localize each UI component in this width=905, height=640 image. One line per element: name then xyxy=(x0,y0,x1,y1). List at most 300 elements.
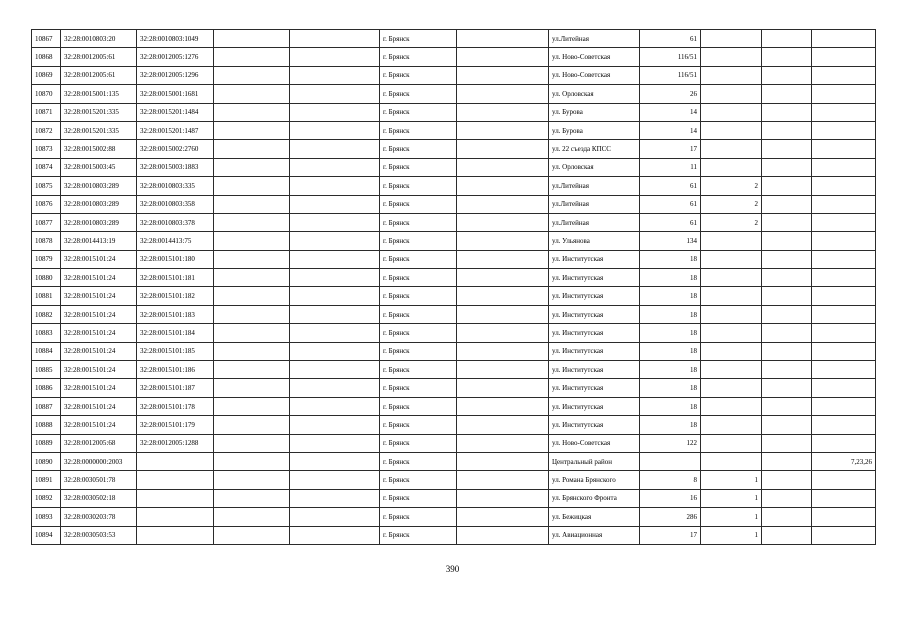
house-number-cell: 116/51 xyxy=(640,48,701,66)
extra-info-cell xyxy=(812,140,876,158)
city-cell: г. Брянск xyxy=(380,489,457,507)
empty-cell xyxy=(290,489,380,507)
record-number-cell: 10867 xyxy=(32,30,61,48)
cadastral-quarter-cell: 32:28:0012005:68 xyxy=(61,434,137,452)
empty-cell xyxy=(214,177,290,195)
street-cell: ул. Орловская xyxy=(549,85,640,103)
empty-cell xyxy=(762,324,812,342)
empty-cell xyxy=(214,30,290,48)
city-cell: г. Брянск xyxy=(380,30,457,48)
empty-cell xyxy=(214,324,290,342)
house-number-cell: 14 xyxy=(640,103,701,121)
city-cell: г. Брянск xyxy=(380,416,457,434)
empty-cell xyxy=(457,526,549,544)
record-number-cell: 10888 xyxy=(32,416,61,434)
empty-cell xyxy=(214,489,290,507)
extra-info-cell xyxy=(812,471,876,489)
table-row xyxy=(32,342,876,360)
empty-cell xyxy=(762,66,812,84)
house-number-cell: 61 xyxy=(640,195,701,213)
empty-cell xyxy=(214,66,290,84)
empty-cell xyxy=(290,269,380,287)
cadastral-quarter-cell: 32:28:0010803:20 xyxy=(61,30,137,48)
empty-cell xyxy=(457,30,549,48)
extra-info-cell xyxy=(812,103,876,121)
table-row xyxy=(32,269,876,287)
street-cell: ул.Литейная xyxy=(549,195,640,213)
street-cell: ул.Литейная xyxy=(549,30,640,48)
extra-info-cell xyxy=(812,85,876,103)
cadastral-quarter-cell: 32:28:0015201:335 xyxy=(61,103,137,121)
empty-cell xyxy=(457,269,549,287)
record-number-cell: 10872 xyxy=(32,121,61,139)
object-cadastral-number-cell: 32:28:0010803:1049 xyxy=(137,30,214,48)
house-number-cell: 18 xyxy=(640,269,701,287)
record-number-cell: 10869 xyxy=(32,66,61,84)
quantity-cell xyxy=(701,324,762,342)
city-cell: г. Брянск xyxy=(380,121,457,139)
table-row xyxy=(32,379,876,397)
house-number-cell: 18 xyxy=(640,250,701,268)
house-number-cell: 18 xyxy=(640,397,701,415)
record-number-cell: 10875 xyxy=(32,177,61,195)
cadastral-quarter-cell: 32:28:0012005:61 xyxy=(61,66,137,84)
extra-info-cell xyxy=(812,434,876,452)
cadastral-quarter-cell: 32:28:0015101:24 xyxy=(61,305,137,323)
empty-cell xyxy=(762,103,812,121)
empty-cell xyxy=(762,379,812,397)
extra-info-cell xyxy=(812,195,876,213)
record-number-cell: 10886 xyxy=(32,379,61,397)
cadastral-quarter-cell: 32:28:0015101:24 xyxy=(61,361,137,379)
city-cell: г. Брянск xyxy=(380,508,457,526)
empty-cell xyxy=(290,250,380,268)
street-cell: ул. Брянского Фронта xyxy=(549,489,640,507)
quantity-cell xyxy=(701,158,762,176)
empty-cell xyxy=(457,195,549,213)
extra-info-cell xyxy=(812,489,876,507)
quantity-cell: 1 xyxy=(701,489,762,507)
empty-cell xyxy=(290,213,380,231)
empty-cell xyxy=(762,434,812,452)
empty-cell xyxy=(457,85,549,103)
object-cadastral-number-cell: 32:28:0015101:186 xyxy=(137,361,214,379)
cadastral-quarter-cell: 32:28:0015101:24 xyxy=(61,416,137,434)
house-number-cell: 26 xyxy=(640,85,701,103)
house-number-cell: 134 xyxy=(640,232,701,250)
extra-info-cell xyxy=(812,66,876,84)
house-number-cell: 17 xyxy=(640,140,701,158)
empty-cell xyxy=(457,250,549,268)
quantity-cell xyxy=(701,66,762,84)
quantity-cell xyxy=(701,140,762,158)
empty-cell xyxy=(290,103,380,121)
cadastral-quarter-cell: 32:28:0015101:24 xyxy=(61,342,137,360)
city-cell: г. Брянск xyxy=(380,48,457,66)
record-number-cell: 10874 xyxy=(32,158,61,176)
empty-cell xyxy=(290,30,380,48)
table-row xyxy=(32,177,876,195)
table-row xyxy=(32,452,876,470)
object-cadastral-number-cell xyxy=(137,508,214,526)
cadastral-quarter-cell: 32:28:0015101:24 xyxy=(61,287,137,305)
empty-cell xyxy=(214,269,290,287)
record-number-cell: 10887 xyxy=(32,397,61,415)
city-cell: г. Брянск xyxy=(380,103,457,121)
object-cadastral-number-cell xyxy=(137,471,214,489)
house-number-cell: 18 xyxy=(640,305,701,323)
record-number-cell: 10891 xyxy=(32,471,61,489)
empty-cell xyxy=(457,489,549,507)
cadastral-quarter-cell: 32:28:0015001:135 xyxy=(61,85,137,103)
object-cadastral-number-cell xyxy=(137,489,214,507)
quantity-cell xyxy=(701,103,762,121)
object-cadastral-number-cell: 32:28:0015001:1681 xyxy=(137,85,214,103)
street-cell: ул. Романа Брянского xyxy=(549,471,640,489)
city-cell: г. Брянск xyxy=(380,213,457,231)
house-number-cell: 16 xyxy=(640,489,701,507)
record-number-cell: 10884 xyxy=(32,342,61,360)
quantity-cell xyxy=(701,379,762,397)
cadastral-quarter-cell: 32:28:0010803:289 xyxy=(61,177,137,195)
extra-info-cell xyxy=(812,269,876,287)
record-number-cell: 10879 xyxy=(32,250,61,268)
empty-cell xyxy=(762,140,812,158)
empty-cell xyxy=(290,471,380,489)
empty-cell xyxy=(214,213,290,231)
empty-cell xyxy=(214,103,290,121)
quantity-cell: 2 xyxy=(701,177,762,195)
quantity-cell xyxy=(701,269,762,287)
city-cell: г. Брянск xyxy=(380,66,457,84)
empty-cell xyxy=(457,434,549,452)
empty-cell xyxy=(762,489,812,507)
page-number: 390 xyxy=(445,564,460,574)
street-cell: ул. Ульянова xyxy=(549,232,640,250)
empty-cell xyxy=(457,103,549,121)
street-cell: ул. Авиационная xyxy=(549,526,640,544)
street-cell: ул. Институтская xyxy=(549,305,640,323)
house-number-cell: 11 xyxy=(640,158,701,176)
extra-info-cell xyxy=(812,397,876,415)
empty-cell xyxy=(290,66,380,84)
table-row xyxy=(32,213,876,231)
house-number-cell: 18 xyxy=(640,324,701,342)
extra-info-cell xyxy=(812,379,876,397)
house-number-cell: 18 xyxy=(640,416,701,434)
empty-cell xyxy=(290,416,380,434)
record-number-cell: 10871 xyxy=(32,103,61,121)
empty-cell xyxy=(457,397,549,415)
object-cadastral-number-cell: 32:28:0015003:1883 xyxy=(137,158,214,176)
house-number-cell xyxy=(640,452,701,470)
city-cell: г. Брянск xyxy=(380,452,457,470)
extra-info-cell xyxy=(812,305,876,323)
object-cadastral-number-cell: 32:28:0015101:185 xyxy=(137,342,214,360)
city-cell: г. Брянск xyxy=(380,397,457,415)
house-number-cell: 286 xyxy=(640,508,701,526)
empty-cell xyxy=(762,361,812,379)
extra-info-cell xyxy=(812,287,876,305)
empty-cell xyxy=(214,379,290,397)
table-row xyxy=(32,434,876,452)
empty-cell xyxy=(762,30,812,48)
empty-cell xyxy=(290,379,380,397)
empty-cell xyxy=(290,85,380,103)
empty-cell xyxy=(290,452,380,470)
cadastral-quarter-cell: 32:28:0000000:2003 xyxy=(61,452,137,470)
object-cadastral-number-cell xyxy=(137,526,214,544)
object-cadastral-number-cell: 32:28:0015101:181 xyxy=(137,269,214,287)
street-cell: ул. Ново-Советская xyxy=(549,434,640,452)
empty-cell xyxy=(214,397,290,415)
object-cadastral-number-cell: 32:28:0012005:1288 xyxy=(137,434,214,452)
quantity-cell xyxy=(701,416,762,434)
table-row xyxy=(32,48,876,66)
registry-table xyxy=(31,29,876,545)
house-number-cell: 18 xyxy=(640,361,701,379)
extra-info-cell xyxy=(812,48,876,66)
empty-cell xyxy=(457,305,549,323)
house-number-cell: 122 xyxy=(640,434,701,452)
empty-cell xyxy=(214,232,290,250)
empty-cell xyxy=(762,232,812,250)
extra-info-cell xyxy=(812,361,876,379)
table-row xyxy=(32,66,876,84)
street-cell: ул.Литейная xyxy=(549,177,640,195)
quantity-cell xyxy=(701,305,762,323)
empty-cell xyxy=(290,526,380,544)
empty-cell xyxy=(762,121,812,139)
empty-cell xyxy=(762,195,812,213)
street-cell: ул. Институтская xyxy=(549,250,640,268)
empty-cell xyxy=(457,324,549,342)
empty-cell xyxy=(214,508,290,526)
extra-info-cell xyxy=(812,508,876,526)
table-row xyxy=(32,140,876,158)
house-number-cell: 18 xyxy=(640,379,701,397)
house-number-cell: 18 xyxy=(640,287,701,305)
extra-info-cell xyxy=(812,250,876,268)
table-row xyxy=(32,121,876,139)
object-cadastral-number-cell xyxy=(137,452,214,470)
table-row xyxy=(32,103,876,121)
city-cell: г. Брянск xyxy=(380,232,457,250)
empty-cell xyxy=(457,361,549,379)
extra-info-cell xyxy=(812,324,876,342)
empty-cell xyxy=(457,121,549,139)
extra-info-cell xyxy=(812,158,876,176)
record-number-cell: 10893 xyxy=(32,508,61,526)
object-cadastral-number-cell: 32:28:0015201:1484 xyxy=(137,103,214,121)
street-cell: ул. Институтская xyxy=(549,287,640,305)
cadastral-quarter-cell: 32:28:0015003:45 xyxy=(61,158,137,176)
extra-info-cell xyxy=(812,526,876,544)
empty-cell xyxy=(457,213,549,231)
empty-cell xyxy=(214,121,290,139)
object-cadastral-number-cell: 32:28:0010803:378 xyxy=(137,213,214,231)
empty-cell xyxy=(214,434,290,452)
city-cell: г. Брянск xyxy=(380,342,457,360)
street-cell: ул. Институтская xyxy=(549,397,640,415)
empty-cell xyxy=(762,287,812,305)
city-cell: г. Брянск xyxy=(380,177,457,195)
cadastral-quarter-cell: 32:28:0015101:24 xyxy=(61,269,137,287)
quantity-cell: 1 xyxy=(701,508,762,526)
object-cadastral-number-cell: 32:28:0015101:187 xyxy=(137,379,214,397)
quantity-cell xyxy=(701,342,762,360)
empty-cell xyxy=(762,158,812,176)
table-row xyxy=(32,471,876,489)
empty-cell xyxy=(457,158,549,176)
empty-cell xyxy=(762,397,812,415)
empty-cell xyxy=(290,342,380,360)
empty-cell xyxy=(457,508,549,526)
cadastral-quarter-cell: 32:28:0015002:88 xyxy=(61,140,137,158)
empty-cell xyxy=(457,287,549,305)
cadastral-quarter-cell: 32:28:0015101:24 xyxy=(61,379,137,397)
record-number-cell: 10870 xyxy=(32,85,61,103)
house-number-cell: 116/51 xyxy=(640,66,701,84)
quantity-cell xyxy=(701,250,762,268)
empty-cell xyxy=(457,416,549,434)
quantity-cell xyxy=(701,361,762,379)
record-number-cell: 10881 xyxy=(32,287,61,305)
empty-cell xyxy=(290,48,380,66)
city-cell: г. Брянск xyxy=(380,471,457,489)
record-number-cell: 10877 xyxy=(32,213,61,231)
empty-cell xyxy=(214,250,290,268)
empty-cell xyxy=(290,232,380,250)
cadastral-quarter-cell: 32:28:0030502:18 xyxy=(61,489,137,507)
house-number-cell: 61 xyxy=(640,30,701,48)
table-row xyxy=(32,85,876,103)
street-cell: ул. Институтская xyxy=(549,361,640,379)
record-number-cell: 10892 xyxy=(32,489,61,507)
street-cell: ул. Орловская xyxy=(549,158,640,176)
table-row xyxy=(32,232,876,250)
empty-cell xyxy=(214,85,290,103)
empty-cell xyxy=(457,379,549,397)
empty-cell xyxy=(457,452,549,470)
quantity-cell: 1 xyxy=(701,471,762,489)
empty-cell xyxy=(762,250,812,268)
street-cell: ул. Институтская xyxy=(549,269,640,287)
record-number-cell: 10883 xyxy=(32,324,61,342)
object-cadastral-number-cell: 32:28:0010803:358 xyxy=(137,195,214,213)
empty-cell xyxy=(290,177,380,195)
cadastral-quarter-cell: 32:28:0010803:289 xyxy=(61,195,137,213)
record-number-cell: 10873 xyxy=(32,140,61,158)
registry-table-body xyxy=(32,30,876,545)
empty-cell xyxy=(457,177,549,195)
street-cell: ул. Институтская xyxy=(549,416,640,434)
quantity-cell: 2 xyxy=(701,195,762,213)
object-cadastral-number-cell: 32:28:0015101:178 xyxy=(137,397,214,415)
cadastral-quarter-cell: 32:28:0015101:24 xyxy=(61,324,137,342)
house-number-cell: 61 xyxy=(640,213,701,231)
table-row xyxy=(32,361,876,379)
extra-info-cell xyxy=(812,416,876,434)
object-cadastral-number-cell: 32:28:0012005:1296 xyxy=(137,66,214,84)
street-cell: ул. 22 съезда КПСС xyxy=(549,140,640,158)
extra-info-cell xyxy=(812,213,876,231)
empty-cell xyxy=(290,397,380,415)
extra-info-cell xyxy=(812,121,876,139)
record-number-cell: 10889 xyxy=(32,434,61,452)
empty-cell xyxy=(457,232,549,250)
quantity-cell xyxy=(701,30,762,48)
city-cell: г. Брянск xyxy=(380,324,457,342)
empty-cell xyxy=(214,452,290,470)
quantity-cell xyxy=(701,397,762,415)
city-cell: г. Брянск xyxy=(380,140,457,158)
cadastral-quarter-cell: 32:28:0014413:19 xyxy=(61,232,137,250)
object-cadastral-number-cell: 32:28:0014413:75 xyxy=(137,232,214,250)
house-number-cell: 61 xyxy=(640,177,701,195)
object-cadastral-number-cell: 32:28:0015101:179 xyxy=(137,416,214,434)
record-number-cell: 10890 xyxy=(32,452,61,470)
city-cell: г. Брянск xyxy=(380,158,457,176)
record-number-cell: 10880 xyxy=(32,269,61,287)
house-number-cell: 14 xyxy=(640,121,701,139)
quantity-cell: 1 xyxy=(701,526,762,544)
quantity-cell xyxy=(701,48,762,66)
record-number-cell: 10876 xyxy=(32,195,61,213)
empty-cell xyxy=(290,361,380,379)
city-cell: г. Брянск xyxy=(380,250,457,268)
empty-cell xyxy=(290,305,380,323)
quantity-cell xyxy=(701,434,762,452)
empty-cell xyxy=(762,48,812,66)
table-row xyxy=(32,287,876,305)
street-cell: ул.Литейная xyxy=(549,213,640,231)
cadastral-quarter-cell: 32:28:0010803:289 xyxy=(61,213,137,231)
empty-cell xyxy=(457,48,549,66)
quantity-cell: 2 xyxy=(701,213,762,231)
cadastral-quarter-cell: 32:28:0012005:61 xyxy=(61,48,137,66)
table-row xyxy=(32,30,876,48)
quantity-cell xyxy=(701,121,762,139)
city-cell: г. Брянск xyxy=(380,361,457,379)
street-cell: ул. Институтская xyxy=(549,342,640,360)
street-cell: ул. Институтская xyxy=(549,379,640,397)
empty-cell xyxy=(214,195,290,213)
empty-cell xyxy=(214,416,290,434)
empty-cell xyxy=(214,48,290,66)
house-number-cell: 18 xyxy=(640,342,701,360)
house-number-cell: 17 xyxy=(640,526,701,544)
empty-cell xyxy=(762,177,812,195)
empty-cell xyxy=(290,158,380,176)
city-cell: г. Брянск xyxy=(380,379,457,397)
object-cadastral-number-cell: 32:28:0015201:1487 xyxy=(137,121,214,139)
table-row xyxy=(32,416,876,434)
object-cadastral-number-cell: 32:28:0015101:180 xyxy=(137,250,214,268)
street-cell: ул. Институтская xyxy=(549,324,640,342)
city-cell: г. Брянск xyxy=(380,434,457,452)
city-cell: г. Брянск xyxy=(380,269,457,287)
empty-cell xyxy=(762,305,812,323)
empty-cell xyxy=(762,85,812,103)
object-cadastral-number-cell: 32:28:0015002:2760 xyxy=(137,140,214,158)
empty-cell xyxy=(214,287,290,305)
empty-cell xyxy=(762,416,812,434)
empty-cell xyxy=(762,269,812,287)
extra-info-cell xyxy=(812,177,876,195)
object-cadastral-number-cell: 32:28:0015101:184 xyxy=(137,324,214,342)
empty-cell xyxy=(762,471,812,489)
